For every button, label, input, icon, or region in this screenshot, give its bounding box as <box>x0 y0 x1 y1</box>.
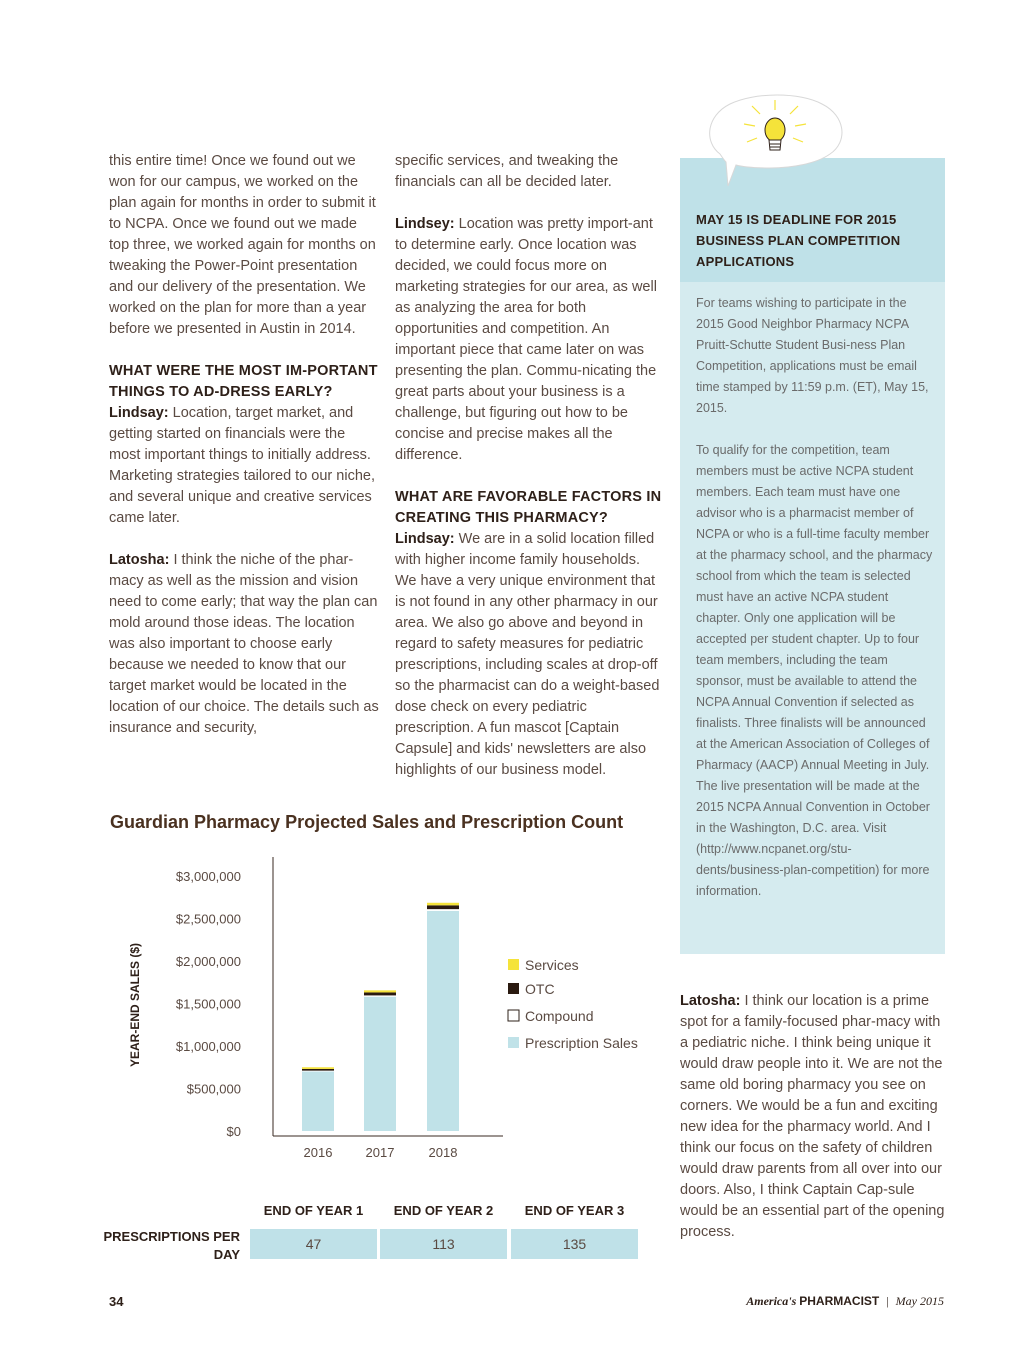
article-column-1 <box>109 151 379 739</box>
speaker-name: Lindsay: <box>109 405 169 421</box>
magazine-footer <box>746 1294 944 1309</box>
question-heading: WHAT WERE THE MOST IM-PORTANT THINGS TO AD-DRESS EARLY? <box>109 363 378 400</box>
bar-segment-compound <box>364 995 396 996</box>
rx-table-label: PRESCRIPTIONS PER DAY <box>103 1229 240 1262</box>
lightbulb-bubble-icon <box>700 92 850 188</box>
y-ticks <box>176 869 241 1139</box>
paragraph: specific services, and tweaking the financials can all be decided later. <box>395 153 619 190</box>
speaker-name: Lindsey: <box>395 216 455 232</box>
sidebar-title: MAY 15 IS DEADLINE FOR 2015 BUSINESS PLAN COMPETITION APPLICATIONS <box>696 212 901 269</box>
bar-segment-prescription-sales <box>427 911 459 1131</box>
legend-swatch <box>508 959 519 970</box>
bar-segment-services <box>364 990 396 992</box>
speaker-name: Lindsay: <box>395 531 455 547</box>
sidebar-paragraph: For teams wishing to participate in the 2015 Good Neighbor Pharmacy NCPA Pruitt-Schutte Student Busi-ness Plan Competition, applications must be email time stamped by 11:59 p.m. (ET), May 15, 2015. <box>696 296 929 415</box>
x-tick-label: 2017 <box>365 1145 395 1160</box>
x-tick-label: 2018 <box>428 1145 458 1160</box>
magazine-name-italic: America's <box>746 1294 797 1308</box>
y-tick-label: $3,000,000 <box>175 869 241 884</box>
footer-separator: | <box>886 1294 889 1308</box>
legend-label: Prescription Sales <box>525 1035 638 1051</box>
speaker-name: Latosha: <box>680 993 741 1009</box>
legend-label: OTC <box>525 981 555 997</box>
bar-segment-prescription-sales <box>364 997 396 1131</box>
y-tick-label: $1,000,000 <box>175 1039 241 1054</box>
bar-segment-services <box>427 903 459 906</box>
answer-paragraph <box>395 529 663 781</box>
answer-paragraph <box>109 550 379 739</box>
bar-segment-otc <box>302 1069 334 1071</box>
bar-segment-prescription-sales <box>302 1072 334 1132</box>
bar-segment-otc <box>364 992 396 995</box>
answer-text: I think the niche of the phar-macy as well as the mission and vision need to come early; that way the plan can mold around those ideas. The location was also important to choose early because we needed to know that our target market would be located in the location of our choice. The details such as insurance and security, <box>109 552 379 736</box>
deadline-sidebar <box>680 158 945 954</box>
bar-segment-services <box>302 1067 334 1069</box>
question-heading: WHAT ARE FAVORABLE FACTORS IN CREATING THIS PHARMACY? <box>395 489 662 526</box>
y-axis-title-group <box>128 943 142 1067</box>
legend-swatch <box>508 983 519 994</box>
y-axis-title: YEAR-END SALES ($) <box>128 942 142 1068</box>
article-column-3 <box>680 991 945 1243</box>
rx-table-cell: 113 <box>380 1229 507 1259</box>
sidebar-body <box>696 293 936 923</box>
y-tick-label: $0 <box>226 1124 241 1139</box>
y-tick-label: $2,000,000 <box>175 954 241 969</box>
bar-segment-otc <box>427 905 459 909</box>
chart-title: Guardian Pharmacy Projected Sales and Prescription Count <box>110 812 624 832</box>
issue-date: May 2015 <box>895 1294 944 1308</box>
x-tick-label: 2016 <box>303 1145 333 1160</box>
chart-legend <box>508 957 638 1051</box>
rx-table-header: END OF YEAR 3 <box>524 1203 625 1218</box>
page-number: 34 <box>109 1294 124 1309</box>
y-tick-label: $1,500,000 <box>175 996 241 1012</box>
legend-swatch <box>508 1010 519 1021</box>
answer-text: I think our location is a prime spot for a family-focused phar-macy with a pediatric niche. I think being unique it would draw people into it. We are not the same old boring pharmacy you see on corners. We would be a fun and exciting new idea for the pharmacy world. And I think our focus on the safety of children would draw parents from all over into our doors. Also, I think Captain Cap-sule would be an essential part of the opening process. <box>680 993 945 1240</box>
answer-paragraph <box>395 214 663 466</box>
legend-swatch <box>508 1037 519 1048</box>
sidebar-paragraph: To qualify for the competition, team members must be active NCPA student members. Each team must have one advisor who is a pharmacist member of NCPA or who is a full-time faculty member at the pharmacy school, and the pharmacy school from which the team is selected must have an active NCPA student chapter. Only one application will be accepted per student chapter. Up to four team members, including the team sponsor, must be available to attend the NCPA Annual Convention if selected as finalists. Three finalists will be announced at the American Association of Colleges of Pharmacy (AACP) Annual Meeting in July. The live presentation will be made at the 2015 NCPA Annual Convention in October in the Washington, D.C. area. Visit (http://www.ncpanet.org/stu-dents/business-plan-competition) for more information. <box>696 443 933 898</box>
rx-table-header: END OF YEAR 2 <box>393 1203 494 1218</box>
sales-chart <box>100 845 670 1175</box>
answer-text: We are in a solid location filled with higher income family households. We have a very unique environment that is not found in any other pharmacy in our area. We also go above and beyond in regard to safety measures for pediatric prescriptions, including scales at drop-off so the pharmacist can do a weight-based dose check on every pediatric prescription. A fun mascot [Captain Capsule] and kids' newsletters are also highlights of our business model. <box>395 531 660 778</box>
rx-table-header: END OF YEAR 1 <box>263 1203 364 1218</box>
bar-segment-compound <box>427 909 459 911</box>
answer-paragraph <box>680 991 945 1243</box>
magazine-name-bold: PHARMACIST <box>799 1294 880 1308</box>
y-tick-label: $500,000 <box>186 1081 241 1097</box>
article-column-2 <box>395 151 663 781</box>
paragraph: this entire time! Once we found out we won for our campus, we worked on the plan again for months in order to submit it to NCPA. Once we found out we made top three, we worked again for months on tweaking the Power-Point presentation and our delivery of the presentation. We worked on the plan for more than a year before we presented in Austin in 2014. <box>109 153 376 337</box>
bar-segment-compound <box>302 1071 334 1072</box>
x-ticks <box>304 1145 458 1160</box>
answer-text: Location, target market, and getting started on financials were the most important things to initially address. Marketing strategies tailored to our niche, and several unique and creative services came later. <box>109 405 375 526</box>
rx-table-cell: 135 <box>511 1229 638 1259</box>
legend-label: Compound <box>525 1008 594 1024</box>
answer-paragraph <box>109 403 379 529</box>
speaker-name: Latosha: <box>109 552 170 568</box>
legend-label: Services <box>525 957 579 973</box>
rx-table-cell: 47 <box>250 1229 377 1259</box>
answer-text: Location was pretty import-ant to determine early. Once location was decided, we could focus more on marketing strategies for our area, as well as analyzing the area for both opportunities and competition. An important piece that came later on was presenting the plan. Commu-nicating the great parts about your business is a challenge, but figuring out how to be concise and precise makes all the difference. <box>395 216 657 463</box>
y-tick-label: $2,500,000 <box>175 911 241 927</box>
bars <box>302 903 459 1131</box>
